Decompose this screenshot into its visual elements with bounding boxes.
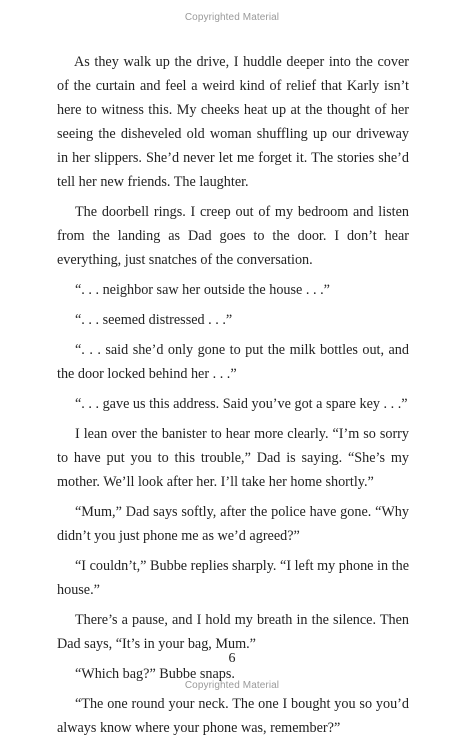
paragraph: “. . . gave us this address. Said you’ve got a spare key . . .”	[75, 396, 408, 412]
paragraph: I lean over the banister to hear more clearly. “I’m so sorry to have put you to this trouble,” Dad is saying. “She’s my mother. We’ll look after her. I’ll take her home shortly.”	[57, 426, 409, 490]
paragraph: “Which bag?” Bubbe snaps.	[75, 666, 235, 682]
paragraph: “I couldn’t,” Bubbe replies sharply. “I left my phone in the house.”	[57, 558, 409, 598]
paragraph: “The one round your neck. The one I bought you so you’d always know where your phone was, remember?”	[57, 696, 409, 736]
page-number: 6	[228, 651, 236, 666]
paragraph: As they walk up the drive, I huddle deeper into the cover of the curtain and feel a weird kind of relief that Karly isn’t here to witness this. My cheeks heat up at the thought of her seeing the disheveled old woman shuffling up our driveway in her slippers. She’d never let me forget it. The stories she’d tell her new friends. The laughter.	[57, 54, 409, 190]
copyright-watermark-bottom: Copyrighted Material	[184, 680, 280, 691]
paragraph: “. . . neighbor saw her outside the house . . .”	[75, 282, 330, 298]
body-text	[57, 50, 409, 746]
paragraph: The doorbell rings. I creep out of my bedroom and listen from the landing as Dad goes to the door. I don’t hear everything, just snatches of the conversation.	[57, 204, 409, 268]
paragraph: There’s a pause, and I hold my breath in the silence. Then Dad says, “It’s in your bag, Mum.”	[57, 612, 409, 652]
copyright-watermark-top: Copyrighted Material	[184, 12, 280, 23]
paragraph: “. . . seemed distressed . . .”	[75, 312, 233, 328]
paragraph: “Mum,” Dad says softly, after the police have gone. “Why didn’t you just phone me as we’d agreed?”	[57, 504, 409, 544]
paragraph: “. . . said she’d only gone to put the milk bottles out, and the door locked behind her . . .”	[57, 342, 409, 382]
